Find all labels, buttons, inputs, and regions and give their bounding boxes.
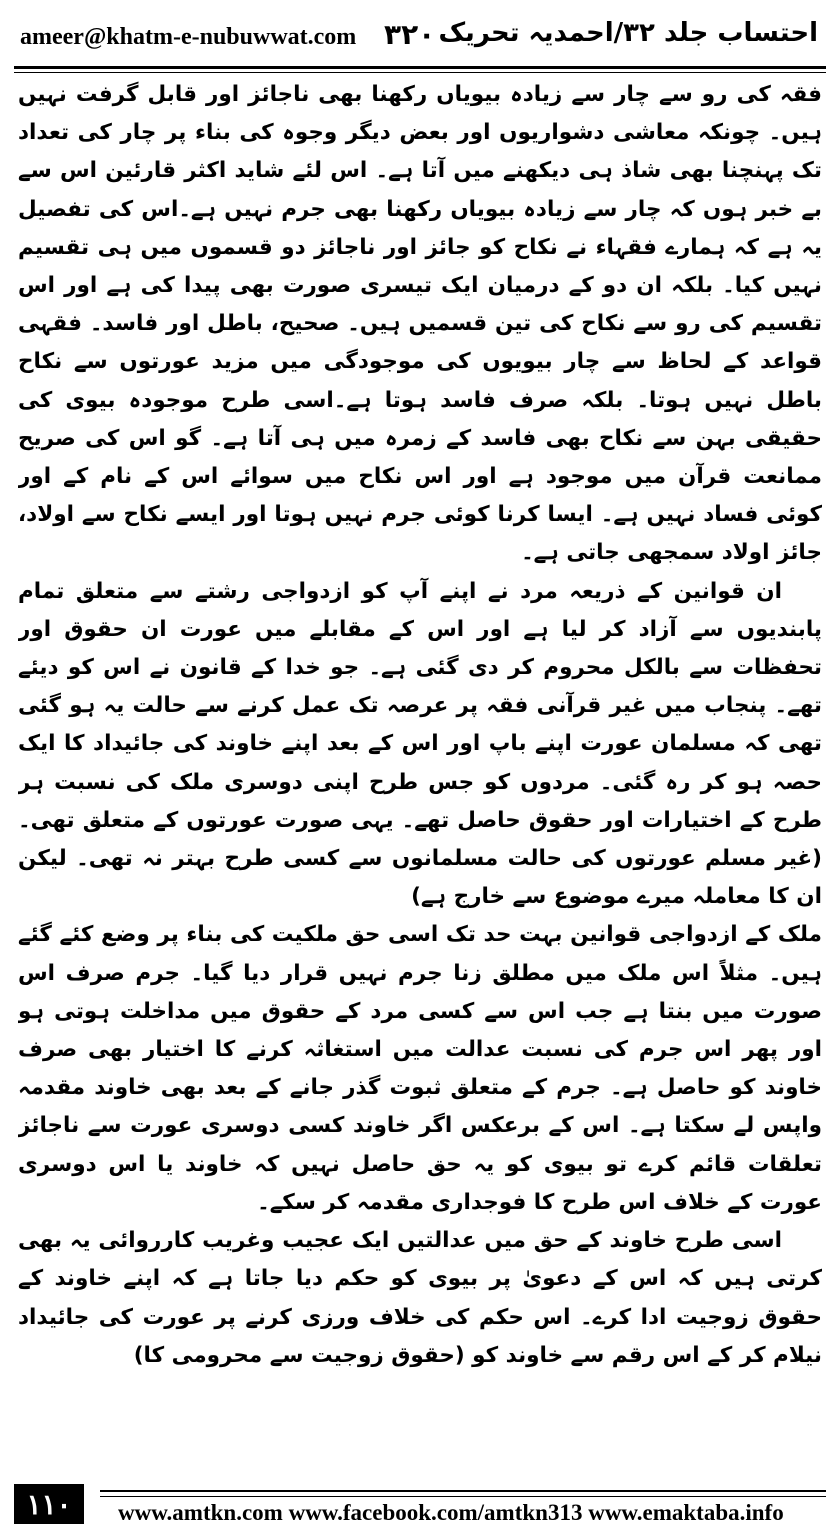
footer-rule-thin: [100, 1496, 826, 1497]
header-book-title: احتساب جلد ۳۲/احمدیہ تحریک: [438, 18, 818, 48]
header-email: ameer@khatm-e-nubuwwat.com: [20, 24, 357, 50]
header-rule-thick: [14, 66, 826, 69]
footer-websites: www.amtkn.com www.facebook.com/amtkn313 www.emaktaba.info: [118, 1500, 784, 1525]
paragraph: ان قوانین کے ذریعہ مرد نے اپنے آپ کو ازدواجی رشتے سے متعلق تمام پابندیوں سے آزاد کر لیا ہے اور اس کے مقابلے میں عورت ان حقوق اور تحفظات سے بالکل محروم کر دی گئی ہے۔ جو خدا کے قانون نے اس کو دیئے تھے۔ پنجاب میں غیر قرآنی فقہ پر عرصہ تک عمل کرنے سے حالت یہ ہو گئی تھی کہ مسلمان عورت اپنے باپ اور اس کے بعد اپنے خاوند کی جائیداد کا ایک حصہ ہو کر رہ گئی۔ مردوں کو جس طرح اپنی دوسری ملک کی نسبت ہر طرح کے اختیارات اور حقوق حاصل تھے۔ یہی صورت عورتوں کے متعلق تھی۔ (غیر مسلم عورتوں کی حالت مسلمانوں سے کسی طرح بہتر نہ تھی۔ لیکن ان کا معاملہ میرے موضوع سے خارج ہے): [18, 578, 822, 910]
header-rule-thin: [14, 72, 826, 73]
main-text: [18, 76, 822, 1474]
page-footer: [14, 1484, 826, 1532]
footer-page-number: ۱۱۰: [14, 1484, 84, 1524]
paragraph: فقہ کی رو سے چار سے زیادہ بیویاں رکھنا بھی ناجائز اور قابل گرفت نہیں ہیں۔ چونکہ معاشی دشواریوں اور بعض دیگر وجوہ کی بناء پر چار کی تعداد تک پہنچنا بھی شاذ ہی دیکھنے میں آتا ہے۔ اس لئے شاید اکثر قارئین اس سے بے خبر ہوں کہ چار سے زیادہ بیویاں رکھنا بھی جرم نہیں ہے۔اس کی تفصیل یہ ہے کہ ہمارے فقہاء نے نکاح کو جائز اور ناجائز دو قسموں میں ہی تقسیم نہیں کیا۔ بلکہ ان دو کے درمیان ایک تیسری صورت بھی پیدا کی ہے اور اس تقسیم کی رو سے نکاح کی تین قسمیں ہیں۔ صحیح، باطل اور فاسد۔ فقہی قواعد کے لحاظ سے چار بیویوں کی موجودگی میں مزید عورتوں سے نکاح باطل نہیں ہوتا۔ بلکہ صرف فاسد ہوتا ہے۔اسی طرح موجودہ بیوی کی حقیقی بہن سے نکاح بھی فاسد کے زمرہ میں ہی آتا ہے۔ گو اس کی صریح ممانعت قرآن میں موجود ہے اور اس نکاح میں سوائے اس کے نام کے اور کوئی فساد نہیں ہے۔ ایسا کرنا کوئی جرم نہیں ہوتا اور ایسے نکاح سے اولاد، جائز اولاد سمجھی جاتی ہے۔: [18, 82, 822, 566]
paragraph: اسی طرح خاوند کے حق میں عدالتیں ایک عجیب وغریب کارروائی یہ بھی کرتی ہیں کہ اس کے دعویٰ پر بیوی کو حکم دیا جاتا ہے کہ اپنے خاوند کے حقوق زوجیت ادا کرے۔ اس حکم کی خلاف ورزی کرنے پر عورت کی جائیداد نیلام کر کے اس رقم سے خاوند کو (حقوق زوجیت سے محرومی کا): [18, 1228, 822, 1368]
footer-rule-thick: [100, 1490, 826, 1492]
page-header: [14, 14, 826, 60]
paragraph: ملک کے ازدواجی قوانین بہت حد تک اسی حق ملکیت کی بناء پر وضع کئے گئے ہیں۔ مثلاً اس ملک میں مطلق زنا جرم نہیں قرار دیا گیا۔ جرم صرف اس صورت میں بنتا ہے جب اس سے کسی مرد کے حقوق میں مداخلت ہوتی ہو اور پھر اس جرم کی نسبت عدالت میں استغاثہ کرنے کا اختیار بھی صرف خاوند کو حاصل ہے۔ جرم کے متعلق ثبوت گذر جانے کے بعد بھی خاوند مقدمہ واپس لے سکتا ہے۔ اس کے برعکس اگر خاوند کسی دوسری عورت سے ناجائز تعلقات قائم کرے تو بیوی کو یہ حق حاصل نہیں کہ خاوند یا اس دوسری عورت کے خلاف اس طرح کا فوجداری مقدمہ کر سکے۔: [18, 922, 822, 1215]
header-page-number: ۳۲۰: [384, 18, 436, 51]
